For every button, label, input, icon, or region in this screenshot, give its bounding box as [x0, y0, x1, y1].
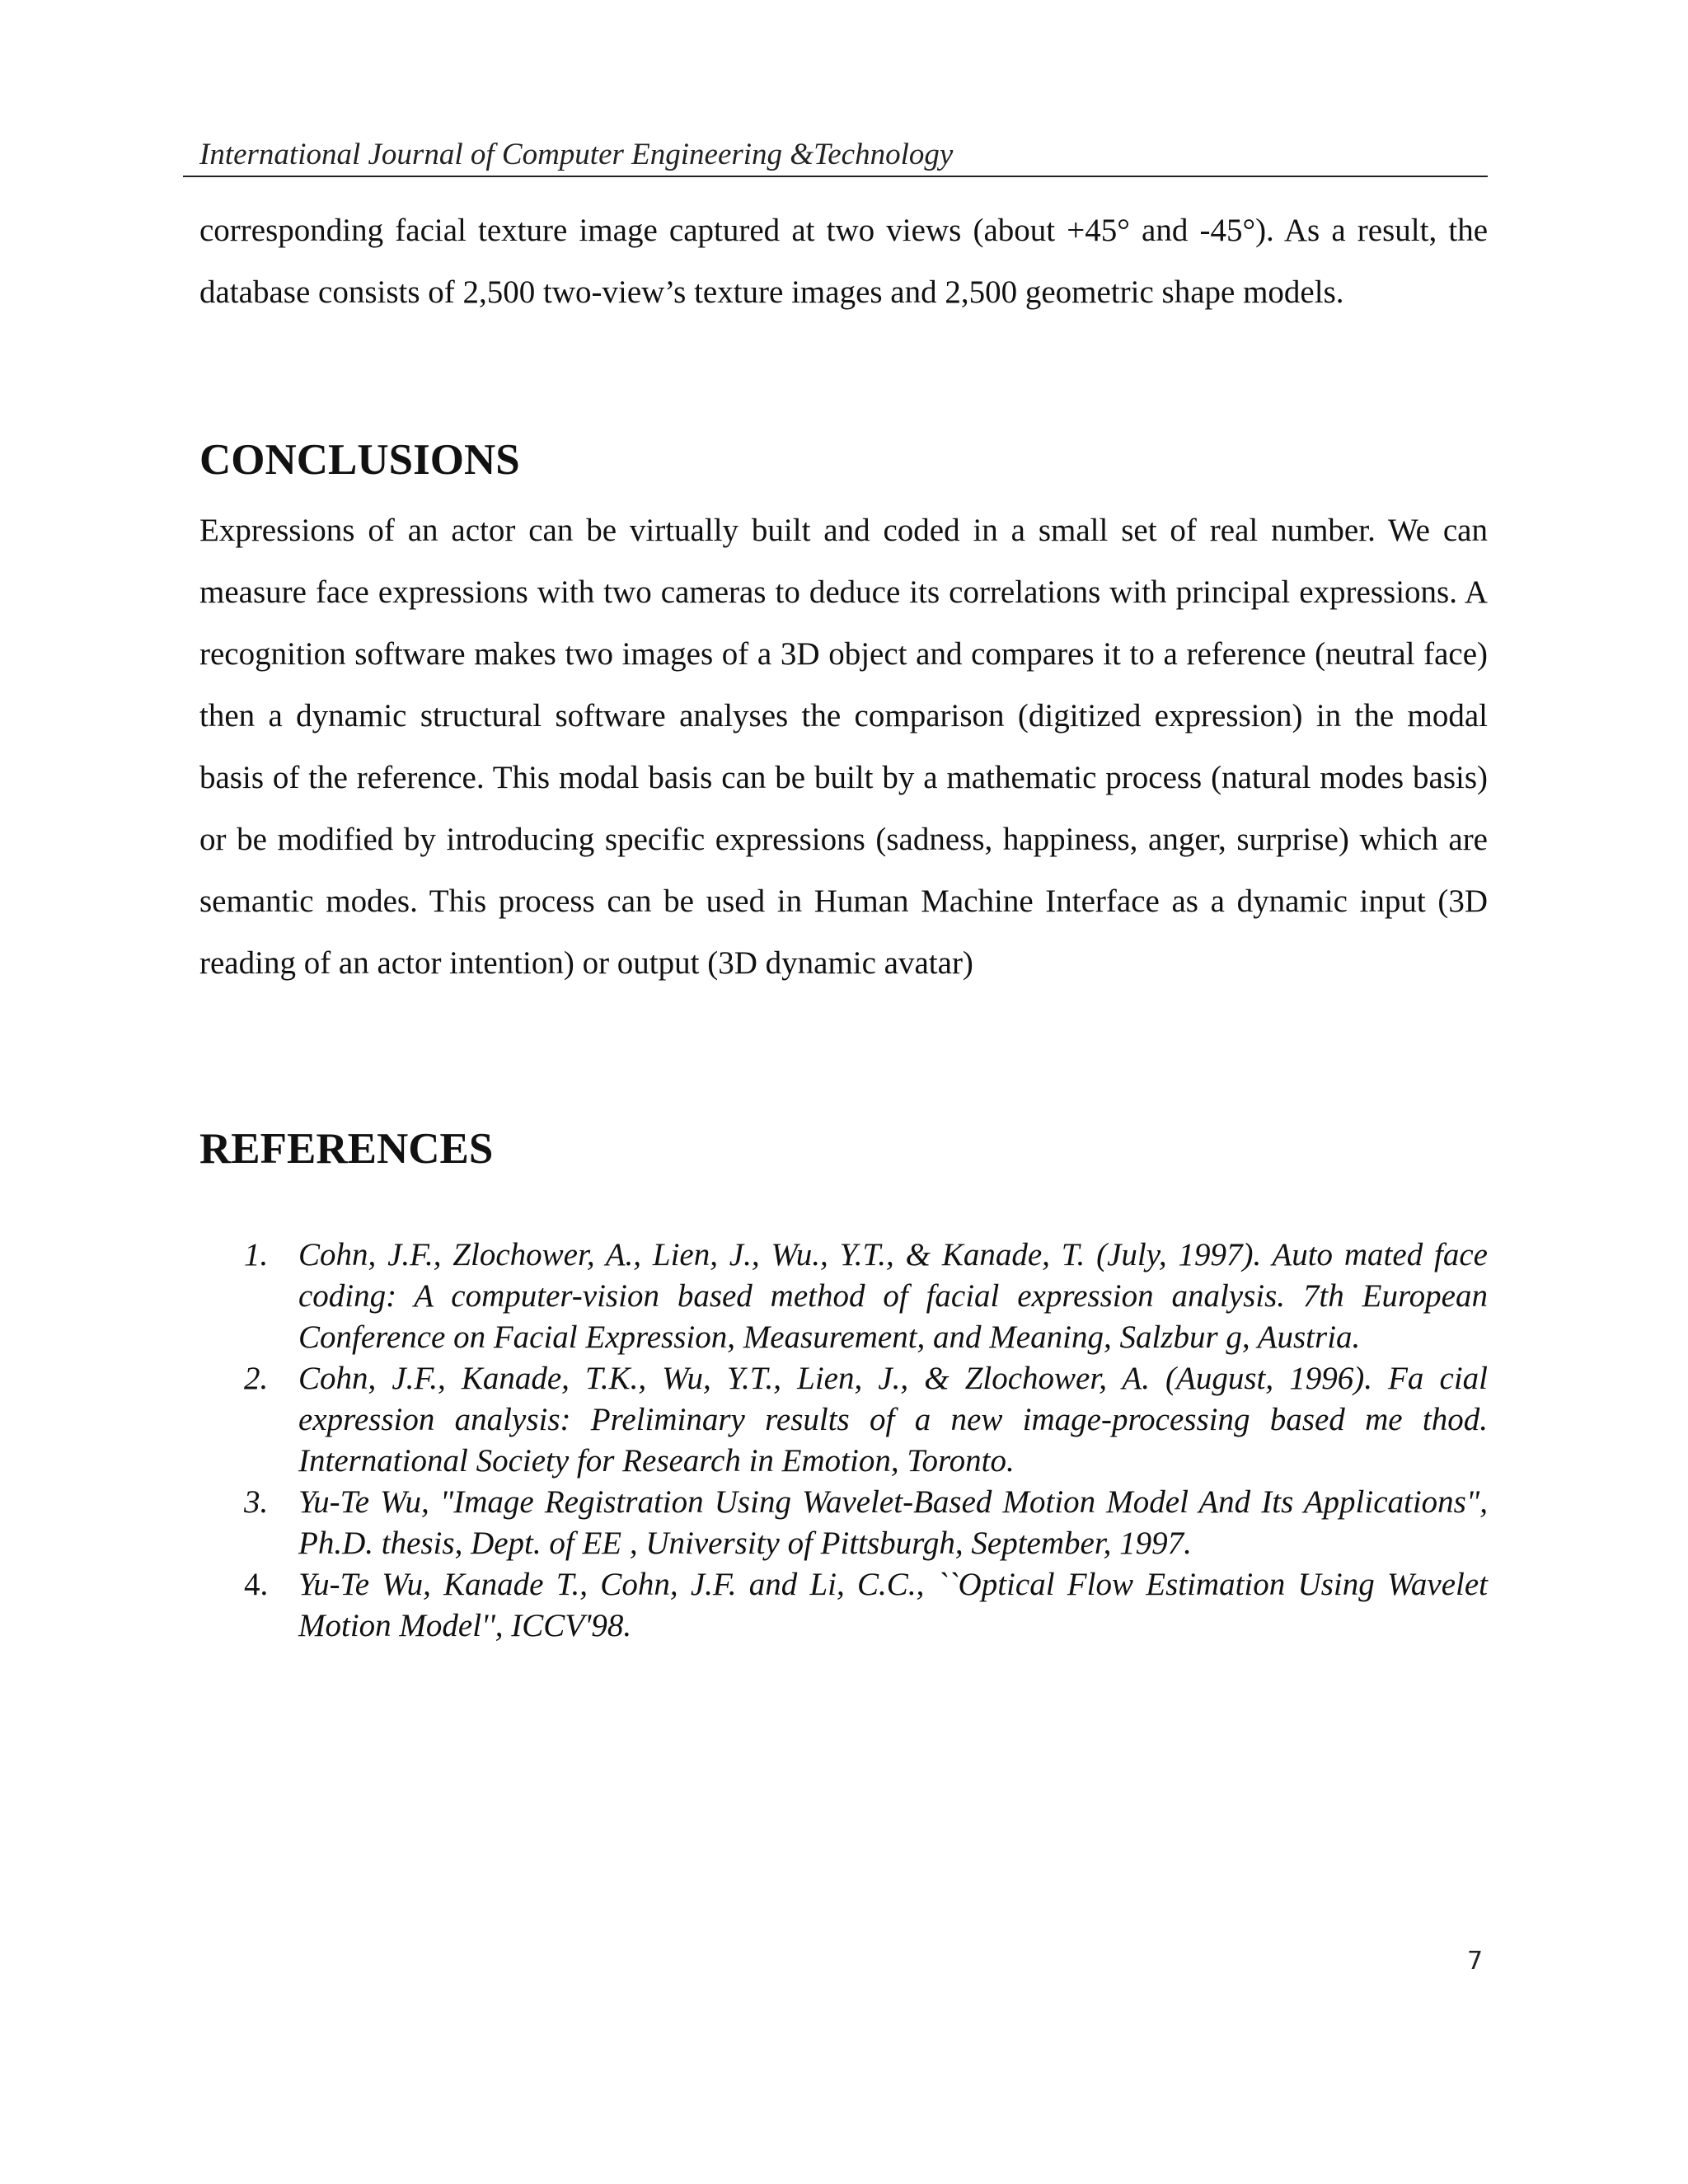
reference-item-2 — [199, 1358, 1488, 1482]
references-heading: REFERENCES — [199, 1125, 494, 1173]
running-header: International Journal of Computer Engineering &Technology — [199, 138, 954, 171]
reference-text: Cohn, J.F., Kanade, T.K., Wu, Y.T., Lien, J., & Zlochower, A. (August, 1996). Fa cial expression analysis: Preliminary results of a new image-processing based me thod. International Society for Research in Emotion, Toronto. — [298, 1361, 1488, 1479]
conclusions-paragraph: Expressions of an actor can be virtually built and coded in a small set of real number. We can measure face expressions with two cameras to deduce its correlations with principal expressions. A recognition software makes two images of a 3D object and compares it to a reference (neutral face) then a dynamic structural software analyses the comparison (digitized expression) in the modal basis of the reference. This modal basis can be built by a mathematic process (natural modes basis) or be modified by introducing specific expressions (sadness, happiness, anger, surprise) which are semantic modes. This process can be used in Human Machine Interface as a dynamic input (3D reading of an actor intention) or output (3D dynamic avatar) — [199, 513, 1488, 981]
reference-item-3 — [199, 1482, 1488, 1564]
reference-number: 3. — [244, 1484, 269, 1520]
reference-number: 1. — [244, 1237, 269, 1272]
page-number: 7 — [1467, 1947, 1484, 1975]
reference-text: Yu-Te Wu, "Image Registration Using Wavelet-Based Motion Model And Its Applications", Ph.D. thesis, Dept. of EE , University of Pittsburgh, September, 1997. — [298, 1484, 1488, 1561]
reference-text: Cohn, J.F., Zlochower, A., Lien, J., Wu., Y.T., & Kanade, T. (July, 1997). Auto mated face coding: A computer-vision based method of facial expression analysis. 7th European Conference on Facial Expression, Measurement, and Meaning, Salzbur g, Austria. — [298, 1237, 1488, 1355]
intro-paragraph: corresponding facial texture image captured at two views (about +45° and -45°). As a result, the database consists of 2,500 two-view’s texture images and 2,500 geometric shape models. — [199, 213, 1488, 310]
conclusions-heading: CONCLUSIONS — [199, 436, 520, 484]
references-list — [199, 1235, 1488, 1647]
conclusions-paragraph-block — [199, 499, 1488, 994]
header-rule — [183, 176, 1488, 177]
reference-number: 2. — [244, 1361, 269, 1396]
reference-number: 4. — [244, 1567, 269, 1602]
reference-item-1 — [199, 1235, 1488, 1358]
intro-paragraph-block — [199, 199, 1488, 323]
reference-text: Yu-Te Wu, Kanade T., Cohn, J.F. and Li, C.C., ``Optical Flow Estimation Using Wavelet Motion Model'', ICCV'98. — [298, 1567, 1488, 1643]
reference-item-4 — [199, 1564, 1488, 1647]
